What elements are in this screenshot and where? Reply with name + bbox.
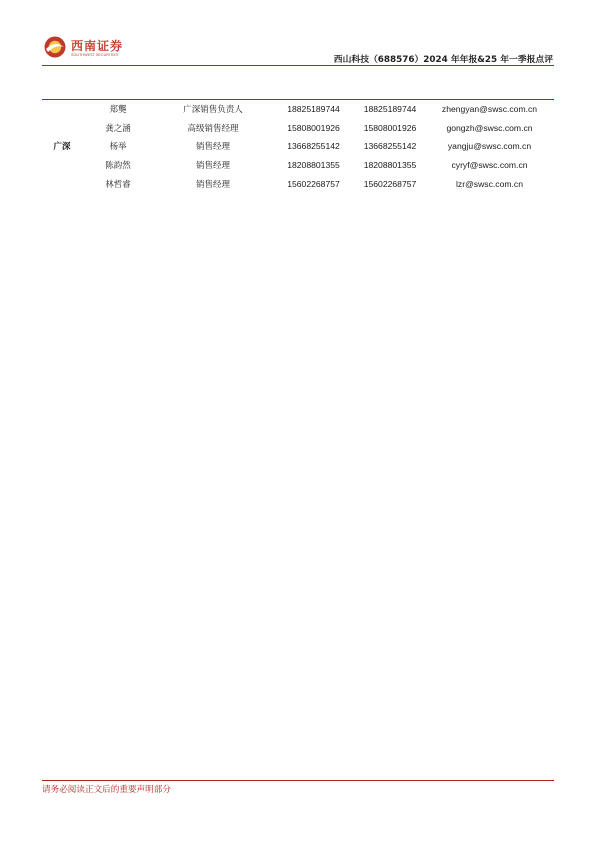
logo-chinese-name: 西南证券 bbox=[71, 39, 124, 53]
contact-title: 高级销售经理 bbox=[187, 123, 239, 134]
contact-mobile: 15602268757 bbox=[363, 178, 417, 189]
report-title: 西山科技（688576）2024 年年报&25 年一季报点评 bbox=[333, 55, 553, 65]
contact-mobile: 18825189744 bbox=[363, 104, 417, 115]
contact-email[interactable]: yangju@swsc.com.cn bbox=[447, 141, 532, 152]
contact-phone: 18825189744 bbox=[287, 104, 340, 115]
disclaimer-note: 请务必阅读正文后的重要声明部分 bbox=[42, 785, 171, 795]
logo-emblem-icon bbox=[44, 36, 66, 58]
contact-title: 销售经理 bbox=[195, 161, 230, 172]
contact-phone: 13668255142 bbox=[287, 141, 340, 152]
sales-contact-table bbox=[42, 99, 554, 193]
table-row bbox=[42, 119, 554, 138]
contact-email[interactable]: lzr@swsc.com.cn bbox=[456, 178, 523, 189]
contact-name: 杨举 bbox=[109, 142, 127, 153]
contact-title: 广深销售负责人 bbox=[183, 105, 243, 116]
contact-mobile: 15808001926 bbox=[363, 122, 417, 133]
contact-mobile: 13668255142 bbox=[363, 141, 417, 152]
contact-name: 陈韵然 bbox=[105, 161, 131, 172]
contact-name: 龚之涵 bbox=[105, 123, 131, 134]
contact-name: 林哲睿 bbox=[105, 179, 131, 190]
contact-phone: 15602268757 bbox=[287, 178, 340, 189]
table-row bbox=[42, 174, 554, 193]
footer-divider bbox=[42, 780, 554, 781]
table-row bbox=[42, 137, 554, 156]
contact-title: 销售经理 bbox=[195, 179, 230, 190]
contact-email[interactable]: cyryf@swsc.com.cn bbox=[451, 160, 528, 171]
contact-email[interactable]: gongzh@swsc.com.cn bbox=[446, 122, 533, 133]
region-label: 广深 bbox=[53, 142, 71, 153]
contact-name: 郑龑 bbox=[109, 105, 127, 116]
table-row bbox=[42, 156, 554, 175]
contact-phone: 18208801355 bbox=[287, 160, 340, 171]
contact-email[interactable]: zhengyan@swsc.com.cn bbox=[441, 104, 538, 115]
contact-mobile: 18208801355 bbox=[363, 160, 417, 171]
contact-phone: 15808001926 bbox=[287, 122, 340, 133]
table-row bbox=[42, 100, 554, 119]
company-logo bbox=[44, 36, 123, 58]
logo-english-name: SOUTHWEST SECURITIES bbox=[71, 53, 119, 57]
header-divider bbox=[42, 65, 554, 66]
contact-title: 销售经理 bbox=[195, 142, 230, 153]
